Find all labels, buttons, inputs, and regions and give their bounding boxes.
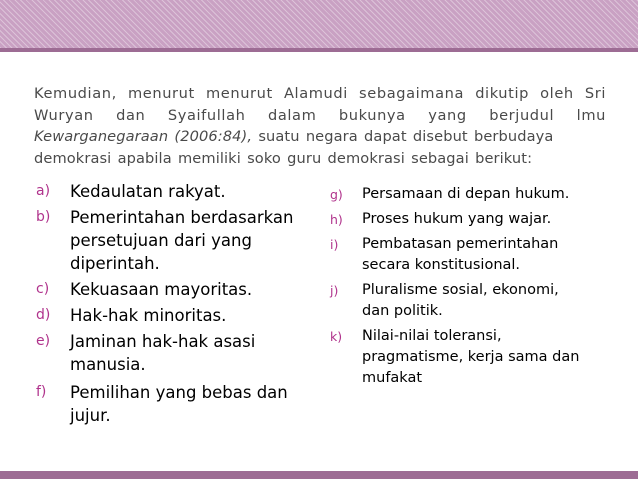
list-marker: h) (330, 212, 343, 227)
list-item (36, 304, 316, 327)
list-item-text: jujur. (70, 406, 111, 425)
list-item-text: Pluralisme sosial, ekonomi, (362, 282, 559, 298)
intro-line: Kemudian, menurut menurut Alamudi sebagaimana dikutip oleh Sri (34, 85, 606, 102)
list-item-text: Kedaulatan rakyat. (70, 182, 226, 201)
list-item (330, 280, 610, 322)
list-marker: i) (330, 237, 339, 252)
list-marker: k) (330, 329, 343, 344)
list-item (330, 326, 610, 389)
list-item-text: mufakat (362, 370, 423, 386)
list-marker: e) (36, 333, 51, 349)
list-item (330, 209, 610, 230)
list-item-text: persetujuan dari yang (70, 231, 252, 250)
list-item (36, 330, 316, 376)
list-item (36, 206, 316, 275)
header-divider (0, 48, 638, 52)
list-item-text: Pembatasan pemerintahan (362, 236, 559, 252)
footer-band (0, 471, 638, 479)
book-title: Kewarganegaraan (2006:84), (34, 128, 253, 145)
list-marker: b) (36, 209, 51, 225)
intro-line-rest: suatu negara dapat disebut berbudaya (252, 128, 554, 145)
list-item-text: Pemilihan yang bebas dan (70, 383, 288, 402)
header-band (0, 0, 638, 48)
list-item-text: Persamaan di depan hukum. (362, 186, 570, 202)
list-marker: j) (330, 283, 339, 298)
list-item (36, 278, 316, 301)
list-item-text: Jaminan hak-hak asasi (70, 332, 256, 351)
intro-line: demokrasi apabila memiliki soko guru demokrasi sebagai berikut: (34, 149, 533, 167)
list-marker: c) (36, 281, 50, 297)
list-item-text: Kekuasaan mayoritas. (70, 280, 253, 299)
pillars-list-right (330, 184, 610, 389)
list-item (330, 234, 610, 276)
intro-paragraph (34, 83, 606, 169)
list-item (36, 180, 316, 203)
list-item (330, 184, 610, 205)
list-marker: g) (330, 187, 343, 202)
list-item-text: Hak-hak minoritas. (70, 306, 227, 325)
list-item-text: Pemerintahan berdasarkan (70, 208, 294, 227)
list-item-text: dan politik. (362, 303, 443, 319)
intro-line: Wuryan dan Syaifullah dalam bukunya yang berjudul lmu (34, 106, 606, 124)
list-marker: a) (36, 183, 51, 199)
list-item-text: diperintah. (70, 254, 160, 273)
list-item-text: pragmatisme, kerja sama dan (362, 349, 580, 365)
list-item-text: manusia. (70, 355, 146, 374)
list-item-text: Nilai-nilai toleransi, (362, 328, 502, 344)
pillars-list-left (36, 180, 316, 427)
list-marker: d) (36, 307, 51, 323)
intro-line (34, 126, 606, 148)
list-item (36, 381, 316, 427)
list-item-text: Proses hukum yang wajar. (362, 211, 552, 227)
list-item-text: secara konstitusional. (362, 257, 521, 273)
list-marker: f) (36, 384, 47, 400)
